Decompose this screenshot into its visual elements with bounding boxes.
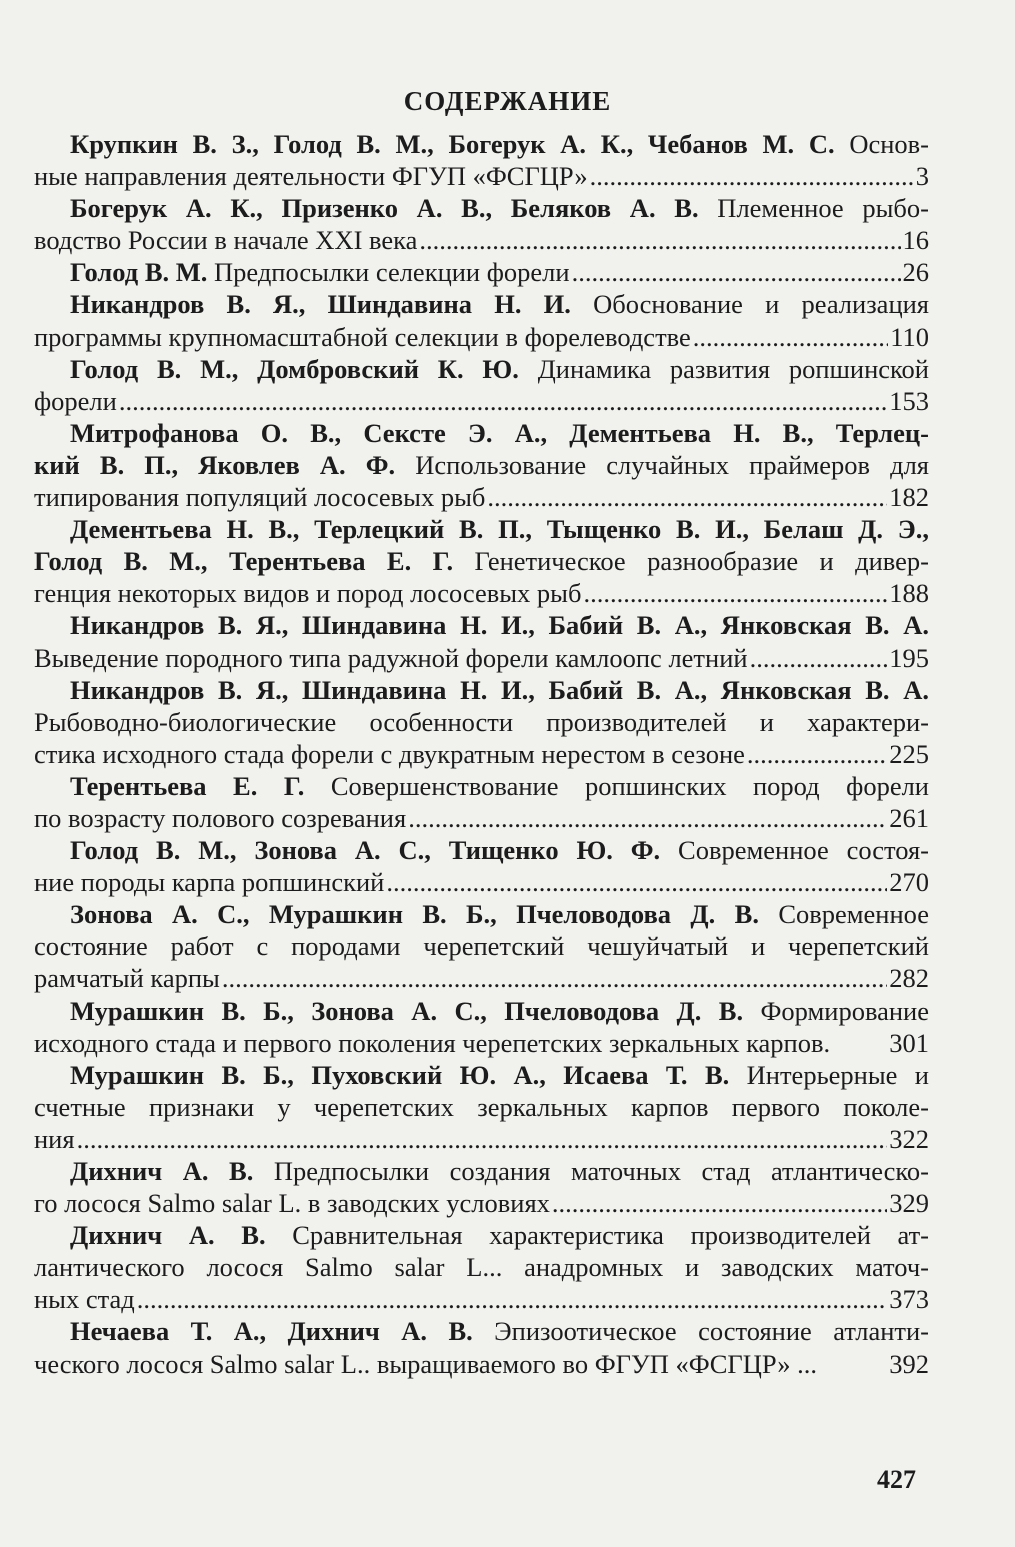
toc-article-title: Эпизоотическое состояние атланти-	[472, 1316, 929, 1347]
toc-page-number: 153	[889, 385, 929, 416]
toc-entry	[34, 192, 929, 256]
toc-line	[34, 674, 929, 706]
dot-leader	[583, 577, 887, 609]
toc-entry	[34, 256, 929, 288]
toc-line-with-page	[34, 802, 929, 834]
toc-authors: Мурашкин В. Б., Пуховский Ю. А., Исаева Т. В.	[70, 1059, 730, 1090]
toc-authors: кий В. П., Яковлев А. Ф.	[34, 449, 396, 480]
toc-page-number: 182	[889, 482, 929, 513]
toc-article-title: ние породы карпа ропшинский	[34, 867, 385, 898]
toc-article-title: Совершенствование ропшинских пород форели	[304, 770, 929, 801]
toc-article-title: ческого лосося Salmo salar L.. выращиваемого во ФГУП «ФСГЦР»	[34, 1348, 791, 1379]
toc-page-number: 270	[889, 867, 929, 898]
toc-line-text	[34, 866, 384, 898]
dot-leader	[77, 1123, 888, 1155]
toc-article-title: Племенное рыбо-	[698, 193, 929, 224]
toc-line	[34, 513, 929, 545]
toc-article-title: форели	[34, 385, 117, 416]
toc-authors: Дихнич А. В.	[70, 1156, 254, 1186]
toc-line-text	[34, 1348, 817, 1380]
toc-line-text	[34, 577, 581, 609]
toc-article-title: ных стад	[34, 1284, 135, 1315]
dot-leader	[693, 321, 888, 353]
toc-article-title: Формирование	[743, 995, 929, 1026]
toc-line-text	[34, 224, 417, 256]
toc-entry	[34, 770, 929, 834]
toc-authors: Зонова А. С., Мурашкин В. Б., Пчеловодова Д. В.	[70, 899, 759, 930]
toc-entry	[34, 353, 929, 417]
toc-entry	[34, 513, 929, 609]
dot-leader	[487, 481, 887, 513]
toc-line	[34, 1059, 929, 1091]
toc-article-title: лантического лосося Salmo salar L... анадромных и заводских маточ-	[34, 1252, 929, 1283]
toc-line	[34, 192, 929, 224]
dot-leader	[419, 224, 900, 256]
toc-line-with-page	[34, 321, 929, 353]
dot-leader	[137, 1283, 887, 1315]
toc-line-text	[34, 1123, 75, 1155]
toc-article-title: Использование случайных праймеров для	[395, 449, 930, 480]
toc-page-number: 3	[915, 161, 929, 192]
toc-article-title: программы крупномасштабной селекции в форелеводстве	[34, 321, 691, 352]
toc-line	[34, 353, 929, 385]
toc-line-text	[34, 160, 588, 192]
toc-page-number: 16	[902, 225, 929, 256]
toc-line-with-page	[34, 962, 929, 994]
dot-leader	[386, 866, 887, 898]
toc-article-title: генция некоторых видов и пород лососевых рыб	[34, 578, 582, 609]
toc-line-text	[34, 962, 220, 994]
toc-article-title: счетные признаки у черепетских зеркальных карпов первого поколе-	[34, 1091, 929, 1122]
dot-leader	[750, 642, 888, 674]
toc-page-number: 195	[889, 642, 929, 673]
toc-authors: Дихнич А. В.	[70, 1220, 266, 1251]
toc-article-title: стика исходного стада форели с двукратным нерестом в сезоне	[34, 738, 745, 769]
toc-article-title: по возрасту полового созревания	[34, 802, 407, 833]
toc-page-number: 301	[889, 1027, 929, 1058]
toc-authors: Крупкин В. З., Голод В. М., Богерук А. К., Чебанов М. С.	[70, 129, 835, 159]
toc-article-title: Выведение породного типа радужной форели камлоопс летний	[34, 642, 748, 673]
toc-page-number: 282	[889, 963, 929, 994]
toc-line-text	[70, 256, 570, 288]
toc-entry	[34, 417, 929, 513]
toc-line-with-page	[34, 1348, 929, 1380]
toc-line-with-page	[34, 738, 929, 770]
toc-article-title: исходного стада и первого поколения черепетских зеркальных карпов.	[34, 1027, 831, 1058]
toc-article-title: Предпосылки селекции форели	[207, 257, 570, 288]
toc-article-title: Генетическое разнообразие и дивер-	[453, 546, 929, 577]
toc-article-title: рамчатый карпы	[34, 963, 220, 994]
table-of-contents	[34, 128, 929, 1380]
toc-authors: Никандров В. Я., Шиндавина Н. И., Бабий В. А., Янковская В. А.	[70, 610, 929, 641]
toc-authors: Голод В. М., Зонова А. С., Тищенко Ю. Ф.	[70, 835, 661, 866]
toc-line	[34, 609, 929, 641]
toc-entry	[34, 834, 929, 898]
toc-line-text	[34, 321, 691, 353]
toc-line-text	[34, 1283, 135, 1315]
toc-article-title: типирования популяций лососевых рыб	[34, 482, 486, 513]
page-number: 427	[877, 1465, 916, 1494]
dot-leader	[590, 160, 914, 192]
toc-line	[34, 1155, 929, 1187]
toc-article-title: ния	[34, 1123, 75, 1154]
toc-line-with-page	[34, 160, 929, 192]
toc-page-number: 322	[889, 1123, 929, 1154]
toc-line-with-page	[34, 866, 929, 898]
toc-authors: Дементьева Н. В., Терлецкий В. П., Тыщенко В. И., Белаш Д. Э.,	[70, 514, 929, 545]
toc-article-title: состояние работ с породами черепетский чешуйчатый и черепетский	[34, 931, 929, 962]
toc-page-number: 110	[890, 321, 929, 352]
toc-entry	[34, 1059, 929, 1155]
toc-article-title: Динамика развития ропшинской	[518, 353, 929, 384]
toc-page-number: 188	[889, 578, 929, 609]
toc-line-text	[34, 1027, 830, 1059]
toc-line	[34, 930, 929, 962]
toc-article-title: го лосося Salmo salar L. в заводских условиях	[34, 1188, 550, 1219]
toc-line-with-page	[34, 577, 929, 609]
toc-authors: Нечаева Т. А., Дихнич А. В.	[70, 1316, 473, 1347]
toc-line	[34, 834, 929, 866]
toc-entry	[34, 609, 929, 673]
toc-article-title: Современное состоя-	[660, 835, 930, 866]
toc-entry	[34, 674, 929, 770]
page-title: СОДЕРЖАНИЕ	[403, 86, 612, 116]
toc-line-with-page	[34, 256, 929, 288]
toc-line	[34, 1091, 929, 1123]
toc-line-with-page	[34, 642, 929, 674]
toc-entry	[34, 128, 929, 192]
toc-line-text	[34, 738, 745, 770]
toc-line-with-page	[34, 1187, 929, 1219]
toc-entry	[34, 995, 929, 1059]
toc-line-text	[34, 802, 406, 834]
toc-page-number: 225	[889, 738, 929, 769]
toc-line-text	[34, 1187, 550, 1219]
toc-page-number: 329	[889, 1188, 929, 1219]
toc-authors: Никандров В. Я., Шиндавина Н. И.	[70, 289, 571, 320]
toc-line-with-page	[34, 224, 929, 256]
toc-line	[34, 770, 929, 802]
dot-leader	[572, 256, 901, 288]
toc-entry	[34, 898, 929, 994]
toc-article-title: Предпосылки создания маточных стад атлантическо-	[253, 1156, 930, 1186]
toc-authors: Терентьева Е. Г.	[70, 770, 305, 801]
toc-line	[34, 128, 929, 160]
toc-article-title: Обоснование и реализация	[570, 289, 929, 320]
toc-page-number: 373	[889, 1284, 929, 1315]
toc-page-number: 261	[889, 802, 929, 833]
toc-authors: Мурашкин В. Б., Зонова А. С., Пчеловодова Д. В.	[70, 995, 744, 1026]
toc-article-title: Современное	[758, 899, 929, 930]
toc-authors: Голод В. М.	[70, 257, 208, 288]
toc-line-text	[34, 481, 485, 513]
toc-authors: Голод В. М., Терентьева Е. Г.	[34, 546, 454, 577]
toc-page-number: 392	[889, 1348, 929, 1379]
toc-line	[34, 1251, 929, 1283]
toc-authors: Никандров В. Я., Шиндавина Н. И., Бабий В. А., Янковская В. А.	[70, 674, 929, 705]
toc-line-with-page	[34, 1027, 929, 1059]
dot-leader	[222, 962, 887, 994]
toc-line	[34, 449, 929, 481]
toc-entry	[34, 288, 929, 352]
toc-authors: Голод В. М., Домбровский К. Ю.	[70, 353, 519, 384]
toc-line	[34, 288, 929, 320]
toc-article-title: Рыбоводно-биологические особенности производителей и характери-	[34, 706, 929, 737]
dot-leader	[747, 738, 887, 770]
toc-line-with-page	[34, 1283, 929, 1315]
dot-leader	[552, 1187, 887, 1219]
toc-line	[34, 898, 929, 930]
toc-line	[34, 1219, 929, 1251]
toc-entry	[34, 1155, 929, 1219]
toc-article-title: водство России в начале XXI века	[34, 225, 418, 256]
toc-article-title: Сравнительная характеристика производителей ат-	[265, 1220, 930, 1251]
toc-line-text	[34, 642, 748, 674]
toc-line	[34, 545, 929, 577]
toc-entry	[34, 1219, 929, 1315]
toc-line-with-page	[34, 385, 929, 417]
toc-line	[34, 706, 929, 738]
dot-leader	[408, 802, 887, 834]
toc-article-title: ные направления деятельности ФГУП «ФСГЦР»	[34, 161, 588, 192]
toc-article-title: Основ-	[834, 129, 929, 159]
toc-line	[34, 1315, 929, 1347]
toc-line-with-page	[34, 1123, 929, 1155]
toc-article-title: Интерьерные и	[729, 1059, 929, 1090]
toc-authors: Богерук А. К., Призенко А. В., Беляков А. В.	[70, 193, 699, 224]
toc-entry	[34, 1315, 929, 1379]
toc-line	[34, 417, 929, 449]
toc-leader-suffix: ...	[790, 1348, 817, 1379]
toc-authors: Митрофанова О. В., Сексте Э. А., Дементьева Н. В., Терлец-	[70, 417, 929, 448]
dot-leader	[119, 385, 887, 417]
toc-line	[34, 995, 929, 1027]
toc-page-number: 26	[902, 257, 929, 288]
toc-line-text	[34, 385, 117, 417]
toc-line-with-page	[34, 481, 929, 513]
